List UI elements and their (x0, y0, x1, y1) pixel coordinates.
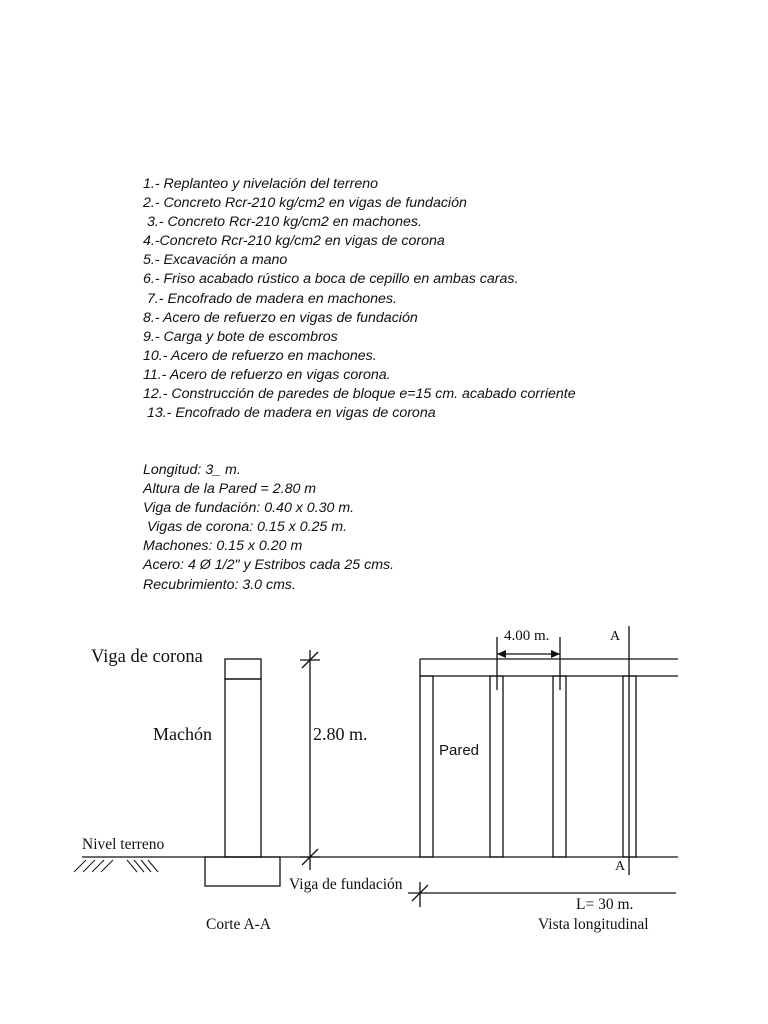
spec-vigas-corona: Vigas de corona: 0.15 x 0.25 m. (143, 519, 348, 536)
machon-section (225, 679, 261, 857)
activity-item-3: 3.- Concreto Rcr-210 kg/cm2 en machones. (143, 214, 422, 231)
pared-label: Pared (439, 742, 480, 759)
viga-corona-label: Viga de corona (91, 647, 203, 667)
activity-item-4: 4.-Concreto Rcr-210 kg/cm2 en vigas de corona (143, 233, 445, 250)
machon-label: Machón (153, 724, 212, 744)
section-view (205, 659, 280, 886)
activity-item-8: 8.- Acero de refuerzo en vigas de fundación (143, 309, 418, 326)
viga-fundacion-section (205, 857, 280, 886)
nivel-terreno-label: Nivel terreno (82, 836, 165, 853)
height-label: 2.80 m. (313, 724, 368, 744)
spacing-dimension (497, 637, 560, 690)
length-label: L= 30 m. (576, 896, 634, 913)
vista-label: Vista longitudinal (538, 916, 649, 933)
activity-item-7: 7.- Encofrado de madera en machones. (143, 290, 397, 307)
ground-hatch (74, 860, 158, 872)
height-dimension (300, 650, 320, 870)
section-mark-top: A (610, 629, 621, 644)
machon-3 (553, 676, 566, 857)
spec-viga-fundacion: Viga de fundación: 0.40 x 0.30 m. (143, 500, 355, 517)
spec-altura: Altura de la Pared = 2.80 m (143, 481, 317, 498)
activity-item-11: 11.- Acero de refuerzo en vigas corona. (143, 366, 391, 383)
viga-corona-section (225, 659, 261, 679)
spec-recubrimiento: Recubrimiento: 3.0 cms. (143, 576, 296, 593)
activity-item-6: 6.- Friso acabado rústico a boca de cepillo en ambas caras. (143, 271, 519, 288)
activity-item-10: 10.- Acero de refuerzo en machones. (143, 347, 377, 364)
activity-item-2: 2.- Concreto Rcr-210 kg/cm2 en vigas de fundación (143, 195, 467, 212)
activity-item-12: 12.- Construcción de paredes de bloque e=15 cm. acabado corriente (143, 386, 576, 403)
spec-machones: Machones: 0.15 x 0.20 m (143, 538, 303, 555)
length-dimension (408, 882, 676, 907)
activity-item-9: 9.- Carga y bote de escombros (143, 328, 338, 345)
activity-item-1: 1.- Replanteo y nivelación del terreno (143, 176, 379, 192)
machon-2 (490, 676, 503, 857)
spec-longitud: Longitud: 3_ m. (143, 462, 241, 478)
spacing-label: 4.00 m. (504, 628, 550, 644)
activity-item-5: 5.- Excavación a mano (143, 252, 288, 269)
corte-label: Corte A-A (206, 916, 272, 933)
activity-item-13: 13.- Encofrado de madera en vigas de corona (143, 405, 436, 422)
section-mark-bottom: A (615, 859, 626, 874)
machon-1 (420, 676, 433, 857)
spec-acero: Acero: 4 Ø 1/2" y Estribos cada 25 cms. (143, 557, 395, 574)
viga-fundacion-label: Viga de fundación (289, 876, 403, 893)
